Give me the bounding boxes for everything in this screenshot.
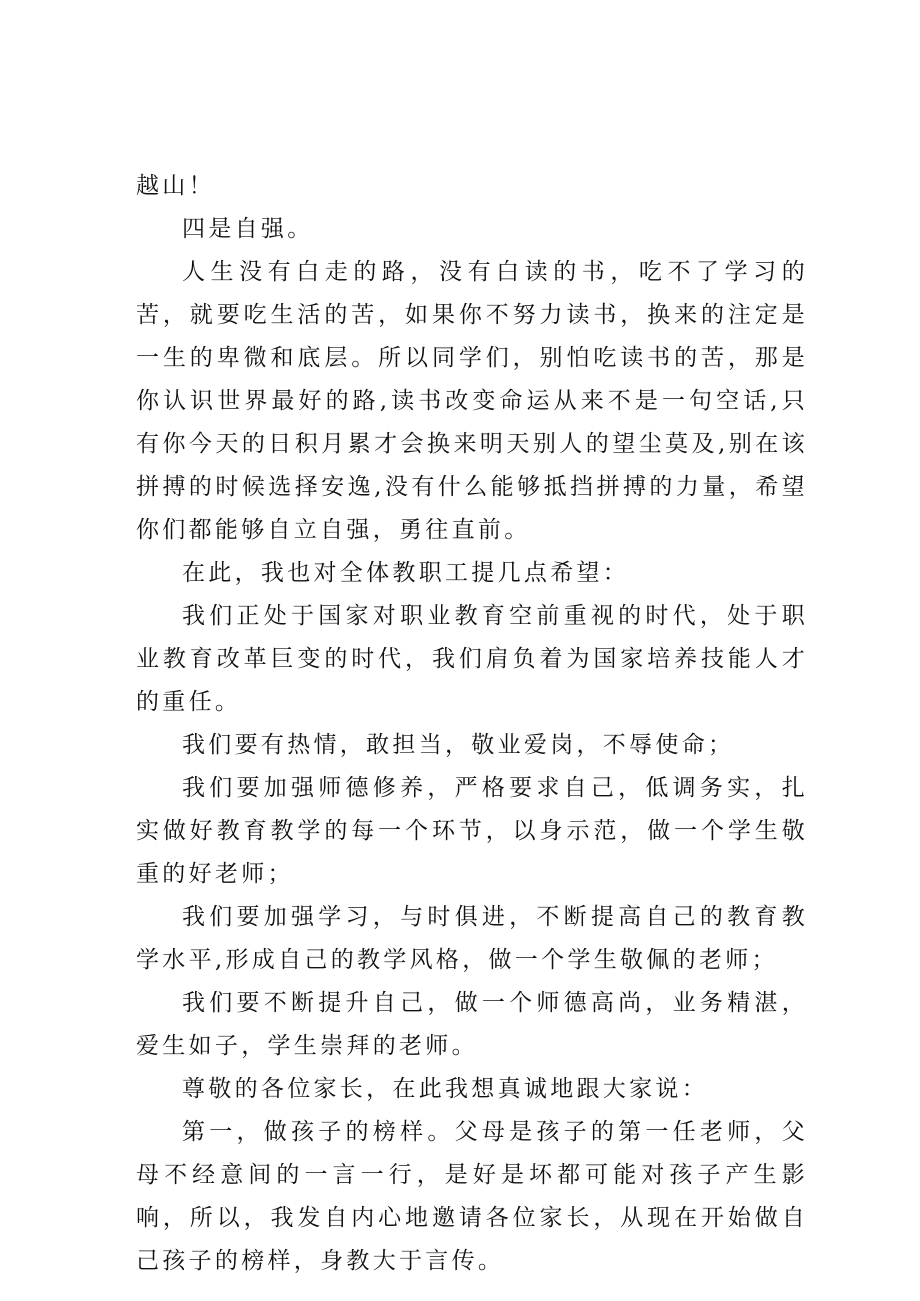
- paragraph-heading-self-reliance: 四是自强。: [182, 216, 314, 242]
- paragraph-vocational-era: 我们正处于国家对职业教育空前重视的时代，处于职业教育改革巨变的时代，我们肩负着为国家培养技能人才的重任。: [136, 603, 808, 715]
- document-body: [136, 165, 808, 1283]
- paragraph-learning: 我们要加强学习，与时俱进，不断提高自己的教育教学水平,形成自己的教学风格，做一个学生敬佩的老师；: [136, 904, 808, 973]
- paragraph-role-model: 第一，做孩子的榜样。父母是孩子的第一任老师，父母不经意间的一言一行，是好是坏都可能对孩子产生影响，所以，我发自内心地邀请各位家长，从现在开始做自己孩子的榜样，身教大于言传。: [136, 1119, 808, 1274]
- paragraph-passion: 我们要有热情，敢担当，敬业爱岗，不辱使命；: [182, 732, 735, 758]
- paragraph-parents-intro: 尊敬的各位家长，在此我想真诚地跟大家说：: [182, 1076, 708, 1102]
- paragraph-ethics: 我们要加强师德修养，严格要求自己，低调务实，扎实做好教育教学的每一个环节，以身示范，做一个学生敬重的好老师；: [136, 775, 808, 887]
- paragraph-staff-intro: 在此，我也对全体教职工提几点希望：: [182, 560, 630, 586]
- paragraph-self-improvement: 我们要不断提升自己，做一个师德高尚，业务精湛，爱生如子，学生崇拜的老师。: [136, 990, 808, 1059]
- paragraph-continuation: 越山！: [136, 173, 215, 199]
- paragraph-study-hard: 人生没有白走的路，没有白读的书，吃不了学习的苦，就要吃生活的苦，如果你不努力读书，换来的注定是一生的卑微和底层。所以同学们，别怕吃读书的苦，那是你认识世界最好的路,读书改变命运从来不是一句空话,只有你今天的日积月累才会换来明天别人的望尘莫及,别在该拼搏的时候选择安逸,没有什么能够抵挡拼搏的力量，希望你们都能够自立自强，勇往直前。: [136, 259, 808, 543]
